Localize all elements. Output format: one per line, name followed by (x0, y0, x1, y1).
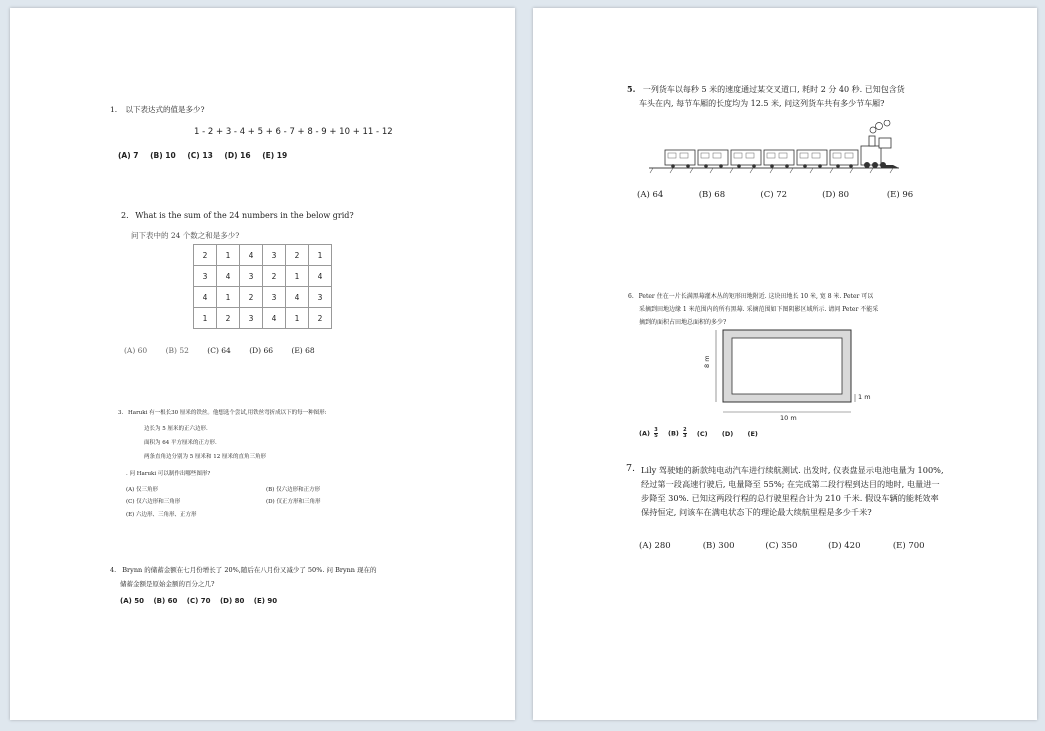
question-4 (110, 565, 377, 574)
option-b (668, 428, 687, 439)
question-number: 3. (118, 410, 124, 416)
grid-cell: 4 (286, 287, 309, 308)
q3-item-2: 面积为 64 平方厘米的正方形. (144, 440, 217, 446)
option-c: (C) 72 (760, 190, 788, 200)
grid-cell: 2 (240, 287, 263, 308)
option-b: (B) 10 (150, 151, 176, 160)
grid-cell: 1 (217, 245, 240, 266)
grid-row (194, 245, 332, 266)
grid-cell: 2 (194, 245, 217, 266)
option-b: (B) 52 (165, 346, 189, 355)
grid-cell: 3 (263, 287, 286, 308)
numerator: 2 (683, 427, 687, 433)
q4-options (120, 597, 286, 605)
question-text-line2: 采摘到田地边缘 1 米范围内的所有黑莓. 采摘范围如下图阴影区域所示. 请问 Peter 不能采 (639, 306, 879, 313)
grid-cell: 4 (194, 287, 217, 308)
option-e: (E) 六边形、三角形、正方形 (126, 512, 197, 518)
option-d: (D) (721, 429, 734, 438)
option-e: (E) 700 (892, 541, 925, 551)
grid-cell: 3 (263, 245, 286, 266)
grid-cell: 2 (217, 308, 240, 329)
option-b: (B) 300 (702, 541, 735, 551)
grid-cell: 3 (240, 308, 263, 329)
q3-item-1: 边长为 5 厘米的正六边形. (144, 426, 208, 432)
numerator: 3 (654, 427, 658, 433)
option-d: (D) 420 (828, 541, 861, 551)
question-text-line3: 摘到的面积占田地总面积的多少? (639, 319, 727, 326)
grid-cell: 2 (286, 245, 309, 266)
question-text-zh: 问下表中的 24 个数之和是多少? (131, 231, 240, 240)
question-text: Haruki 有一根长30 厘米的铁丝。他想选个尝试,用铁丝弯折成以下的每一种图形: (128, 410, 327, 416)
grid-cell: 1 (286, 266, 309, 287)
grid-cell: 3 (309, 287, 332, 308)
option-c: (C) 仅六边形和三角形 (126, 499, 181, 505)
option-d: (D) 16 (224, 151, 251, 160)
q3-item-3: 两条直角边分别为 5 厘米和 12 厘米的直角三角形 (144, 454, 266, 460)
question-number: 6. (628, 293, 634, 300)
question-3 (118, 408, 326, 416)
option-a: (A) 仅三角形 (126, 487, 159, 493)
denominator: 5 (654, 433, 658, 439)
option-d: (D) 80 (219, 597, 245, 605)
option-c: (C) 64 (207, 346, 231, 355)
option-a: (A) 7 (118, 151, 139, 160)
question-6 (628, 291, 873, 300)
question-7-text: Lily 驾驶她的新款纯电动汽车进行续航测试. 出发时, 仪表盘显示电池电量为 100%, 经过第一段高速行驶后, 电量降至 55%; 在完成第二段行程到达目的地时, 电量进一步降至 30%. 已知这两段行程的总行驶里程合计为 210 千米. 假设车辆的能耗效率保持恒定, 问该车在满电状态下的理论最大续航里程是多少千米? (641, 465, 944, 517)
option-e: (E) 19 (262, 151, 288, 160)
grid-cell: 3 (194, 266, 217, 287)
fraction (683, 428, 686, 439)
option-c: (C) 13 (187, 151, 213, 160)
option-e: (E) 68 (291, 346, 315, 355)
question-5 (627, 84, 905, 95)
field-diagram (701, 324, 881, 424)
document-page-right (533, 8, 1037, 720)
question-2 (121, 211, 354, 220)
fraction (654, 428, 657, 439)
grid-cell: 2 (263, 266, 286, 287)
question-text-en: What is the sum of the 24 numbers in the below grid? (135, 211, 354, 220)
grid-row (194, 308, 332, 329)
q7-options (639, 541, 925, 551)
question-1 (110, 104, 205, 115)
q3-prompt: . 问 Haruki 可以制作出哪些图形? (126, 471, 211, 477)
option-d: (D) 仅正方形和三角形 (266, 499, 321, 505)
q2-options (124, 346, 315, 355)
grid-cell: 4 (217, 266, 240, 287)
option-letter: (A) (639, 429, 650, 438)
question-text: 以下表达式的值是多少? (125, 105, 205, 114)
question-text-line1: 一列货车以每秒 5 米的速度通过某交叉道口, 耗时 2 分 40 秒. 已知包含货 (642, 85, 905, 94)
option-e: (E) 96 (886, 190, 914, 200)
option-a: (A) 60 (124, 346, 148, 355)
q1-expression: 1 - 2 + 3 - 4 + 5 + 6 - 7 + 8 - 9 + 10 + 11 - 12 (194, 127, 393, 137)
document-page-left (10, 8, 515, 720)
option-a: (A) 280 (639, 541, 671, 551)
option-d: (D) 80 (822, 190, 850, 200)
option-c: (C) 70 (186, 597, 211, 605)
question-text-line2: 车头在内, 每节车厢的长度均为 12.5 米, 问这列货车共有多少节车厢? (639, 99, 885, 108)
option-letter: (B) (668, 429, 679, 438)
label-width: 10 m (780, 414, 797, 422)
grid-cell: 1 (309, 245, 332, 266)
grid-cell: 4 (240, 245, 263, 266)
question-number: 5. (627, 84, 636, 94)
option-c: (C) (696, 429, 708, 438)
grid-cell: 3 (240, 266, 263, 287)
grid-row (194, 287, 332, 308)
grid-cell: 1 (286, 308, 309, 329)
option-c: (C) 350 (765, 541, 798, 551)
question-text-line1: Peter 住在一片长满黑莓灌木丛的矩形田地附近. 这块田地长 10 米, 宽 8 米. Peter 可以 (638, 293, 874, 300)
grid-row (194, 266, 332, 287)
number-grid (193, 244, 332, 329)
grid-cell: 1 (217, 287, 240, 308)
question-text-line1: Brynn 的储蓄金额在七月份增长了 20%,随后在八月份又减少了 50%. 问 Brynn 现在的 (122, 566, 377, 574)
question-number: 1. (110, 105, 118, 114)
option-b: (B) 68 (698, 190, 726, 200)
option-a: (A) 50 (120, 597, 144, 605)
question-7-number: 7. (626, 463, 636, 474)
q6-options (639, 428, 758, 439)
grid-cell: 1 (194, 308, 217, 329)
grid-cell: 4 (263, 308, 286, 329)
label-margin: 1 m (858, 393, 871, 401)
option-d: (D) 66 (249, 346, 273, 355)
option-e: (E) 90 (253, 597, 278, 605)
question-text-line2: 储蓄金额是原始金额的百分之几? (120, 580, 215, 588)
denominator: 3 (683, 433, 687, 439)
grid-cell: 2 (309, 308, 332, 329)
option-b: (B) 60 (153, 597, 178, 605)
option-a (639, 428, 658, 439)
option-b: (B) 仅六边形和正方形 (266, 487, 321, 493)
question-number: 2. (121, 211, 129, 220)
q1-options (118, 151, 296, 160)
q5-options (637, 190, 913, 200)
option-a: (A) 64 (637, 190, 664, 200)
grid-cell: 4 (309, 266, 332, 287)
option-e: (E) (747, 429, 758, 438)
label-height: 8 m (703, 355, 711, 368)
freight-train-illustration (643, 120, 905, 176)
question-number: 4. (110, 566, 117, 574)
